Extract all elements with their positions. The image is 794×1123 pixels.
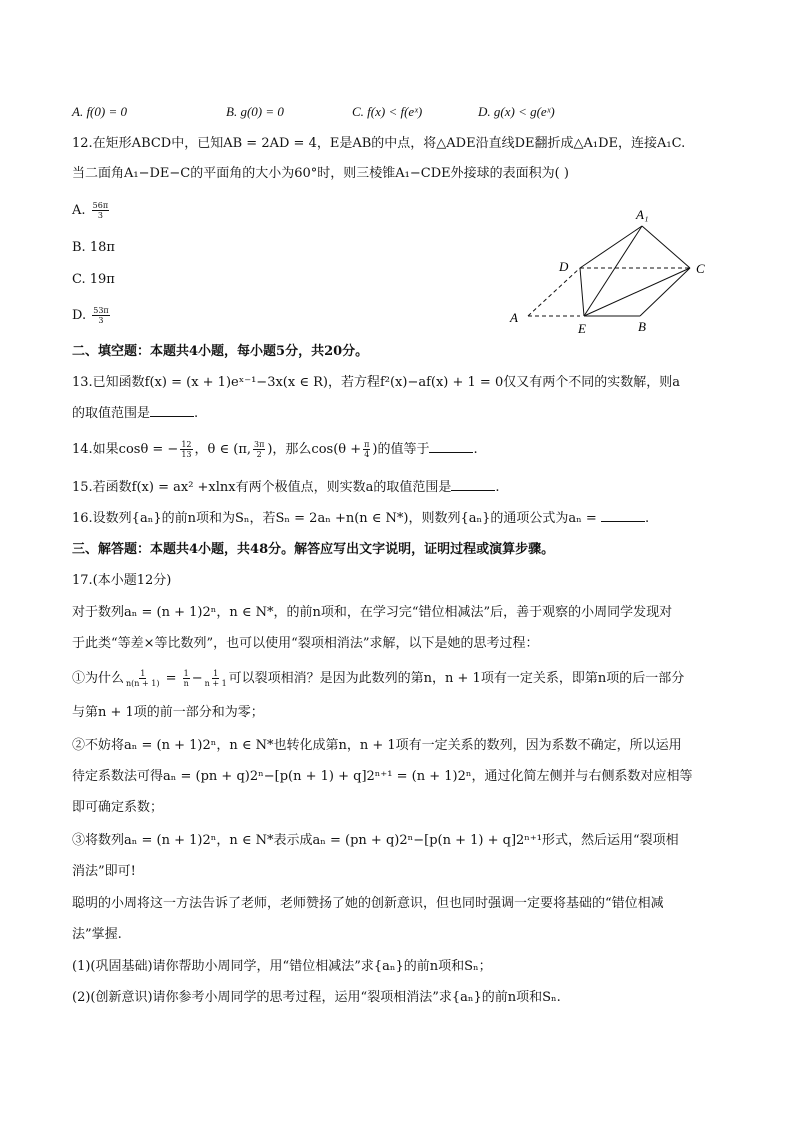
q14-frac2-num: 3π	[254, 440, 265, 449]
q16: 16.设数列{aₙ}的前n项和为Sₙ，若Sₙ = 2aₙ +n(n ∈ N*)，则数列{aₙ}的通项公式为aₙ = .	[72, 511, 650, 526]
q12-option-a-prefix: A.	[72, 203, 86, 218]
figure-label-a1: A₁	[636, 207, 649, 222]
q17-step2-line2: 待定系数法可得aₙ = (pn + q)2ⁿ−[p(n + 1) + q]2ⁿ⁺¹ = (n + 1)2ⁿ，通过化简左侧并与右侧系数对应相等	[72, 769, 693, 784]
q12-line1: 12.在矩形ABCD中，已知AB = 2AD = 4，E是AB的中点，将△ADE沿直线DE翻折成△A₁DE，连接A₁C.	[72, 136, 686, 151]
q12-option-a	[72, 201, 111, 221]
q12-line2: 当二面角A₁−DE−C的平面角的大小为60°时，则三棱锥A₁−CDE外接球的表面积为( )	[72, 166, 569, 181]
q17-step1-minus: −	[191, 671, 203, 686]
q12-option-a-den: 3	[97, 211, 103, 220]
q17-step1-frac1-den: n(n + 1)	[126, 679, 160, 688]
q17-p2-line1: 聪明的小周将这一方法告诉了老师，老师赞扬了她的创新意识，但也同时强调一定要将基础的“错位相减	[72, 896, 664, 911]
q17-p1-line1: 对于数列aₙ = (n + 1)2ⁿ，n ∈ N*，的前n项和，在学习完“错位相减法”后，善于观察的小周同学发现对	[72, 605, 673, 620]
q17-step1-line1	[72, 669, 684, 689]
q15-answer-blank[interactable]	[451, 478, 495, 491]
q11-option-b: B. g(0) = 0	[226, 104, 284, 119]
q17-step1-frac3	[205, 669, 227, 688]
q13-line1: 13.已知函数f(x) = (x + 1)eˣ⁻¹−3x(x ∈ R)，若方程f²(x)−af(x) + 1 = 0仅又有两个不同的实数解，则a	[72, 375, 680, 390]
q12-option-c: C. 19π	[72, 272, 115, 287]
q17-step1-frac3-num: 1	[213, 669, 219, 678]
q17-step1-frac2-num: 1	[183, 669, 189, 678]
figure-label-d: D	[559, 259, 569, 274]
q12-option-d-den: 3	[98, 316, 104, 325]
q14-answer-blank[interactable]	[429, 440, 473, 453]
q11-option-c: C. f(x) < f(eˣ)	[352, 104, 423, 119]
q17-step3-line1: ③将数列aₙ = (n + 1)2ⁿ，n ∈ N*表示成aₙ = (pn + q)2ⁿ−[p(n + 1) + q]2ⁿ⁺¹形式，然后运用“裂项相	[72, 833, 679, 848]
figure-label-b: B	[638, 319, 646, 334]
q12-option-d-prefix: D.	[72, 308, 87, 323]
section-3-heading: 三、解答题：本题共4小题，共48分。解答应写出文字说明，证明过程或演算步骤。	[72, 542, 555, 557]
q14-frac1	[180, 440, 192, 459]
q13-answer-blank[interactable]	[150, 404, 194, 417]
figure-label-e: E	[578, 321, 586, 336]
q16-text: 16.设数列{aₙ}的前n项和为Sₙ，若Sₙ = 2aₙ +n(n ∈ N*)，则数列{aₙ}的通项公式为aₙ =	[72, 511, 601, 526]
q12-option-d-fraction	[92, 306, 109, 325]
q11-option-a: A. f(0) = 0	[72, 104, 127, 119]
q15-text: 15.若函数f(x) = ax² +xlnx有两个极值点，则实数a的取值范围是	[72, 480, 452, 495]
q17-step2-line3: 即可确定系数；	[72, 800, 164, 815]
q17-step3-line2: 消法”即可!	[72, 864, 136, 879]
q14-frac2	[253, 440, 265, 459]
q17-step1-prefix: ①为什么	[72, 671, 125, 686]
q14-frac3-den: 4	[364, 450, 370, 459]
q17-p1-line2: 于此类“等差×等比数列”，也可以使用“裂项相消法”求解，以下是她的思考过程：	[72, 636, 539, 651]
q14-mid: ，θ ∈ (π,	[194, 442, 251, 457]
q17-step1-frac1	[126, 669, 159, 688]
figure-label-c: C	[696, 261, 705, 276]
q12-option-d-num: 53π	[93, 306, 109, 315]
q12-option-b: B. 18π	[72, 240, 115, 255]
q17-p2-line2: 法”掌握.	[72, 927, 122, 942]
q12-option-a-fraction	[92, 201, 109, 220]
q14-frac3	[363, 440, 370, 459]
q14-frac1-den: 13	[181, 450, 192, 459]
q17-step1-line2: 与第n + 1项的前一部分和为零；	[72, 705, 264, 720]
q17-step1-frac2-den: n	[183, 679, 189, 688]
q17-header: 17.(本小题12分)	[72, 573, 172, 588]
figure-label-a: A	[510, 310, 518, 325]
q11-options	[72, 102, 555, 123]
q17-step1-suffix: 可以裂项相消？是因为此数列的第n，n + 1项有一定关系，即第n项的后一部分	[228, 671, 685, 686]
q16-answer-blank[interactable]	[601, 509, 645, 522]
q17-step1-eq: =	[161, 671, 181, 686]
q17-step1-frac3-den: n + 1	[204, 679, 227, 688]
q17-subquestion-1: (1)(巩固基础)请你帮助小周同学，用“错位相减法”求{aₙ}的前n项和Sₙ；	[72, 959, 492, 974]
q17-step2-line1: ②不妨将aₙ = (n + 1)2ⁿ，n ∈ N*也转化成第n，n + 1项有一定关系的数列，因为系数不确定，所以运用	[72, 738, 682, 753]
q13-line2-text: 的取值范围是	[72, 406, 151, 421]
q12-geometry-figure	[500, 200, 730, 340]
q17-subquestion-2: (2)(创新意识)请你参考小周同学的思考过程，运用“裂项相消法”求{aₙ}的前n项和Sₙ.	[72, 990, 561, 1005]
q14-frac1-num: 12	[181, 440, 192, 449]
q17-step1-frac1-num: 1	[140, 669, 146, 678]
q14-mid2: )，那么cos(θ +	[267, 442, 362, 457]
q14-frac3-num: π	[364, 440, 370, 449]
q14-prefix: 14.如果cosθ = −	[72, 442, 179, 457]
q17-step1-frac2	[183, 669, 190, 688]
q12-option-d	[72, 306, 112, 326]
q14-frac2-den: 2	[256, 450, 262, 459]
q13-line2: 的取值范围是 .	[72, 406, 199, 421]
q12-option-a-num: 56π	[92, 201, 109, 210]
q15: 15.若函数f(x) = ax² +xlnx有两个极值点，则实数a的取值范围是 .	[72, 480, 500, 495]
q14-suffix: )的值等于	[372, 442, 430, 457]
section-2-heading: 二、填空题：本题共4小题，每小题5分，共20分。	[72, 344, 369, 359]
q14: 14.如果cosθ = − $\frac{12}{13}$ ，θ ∈ (π, $\frac{3\pi}{2}$ )，那么cos(θ + $\frac{\pi}{4}$ )的值等于 .	[72, 440, 478, 459]
q11-option-d: D. g(x) < g(eˣ)	[478, 104, 555, 119]
